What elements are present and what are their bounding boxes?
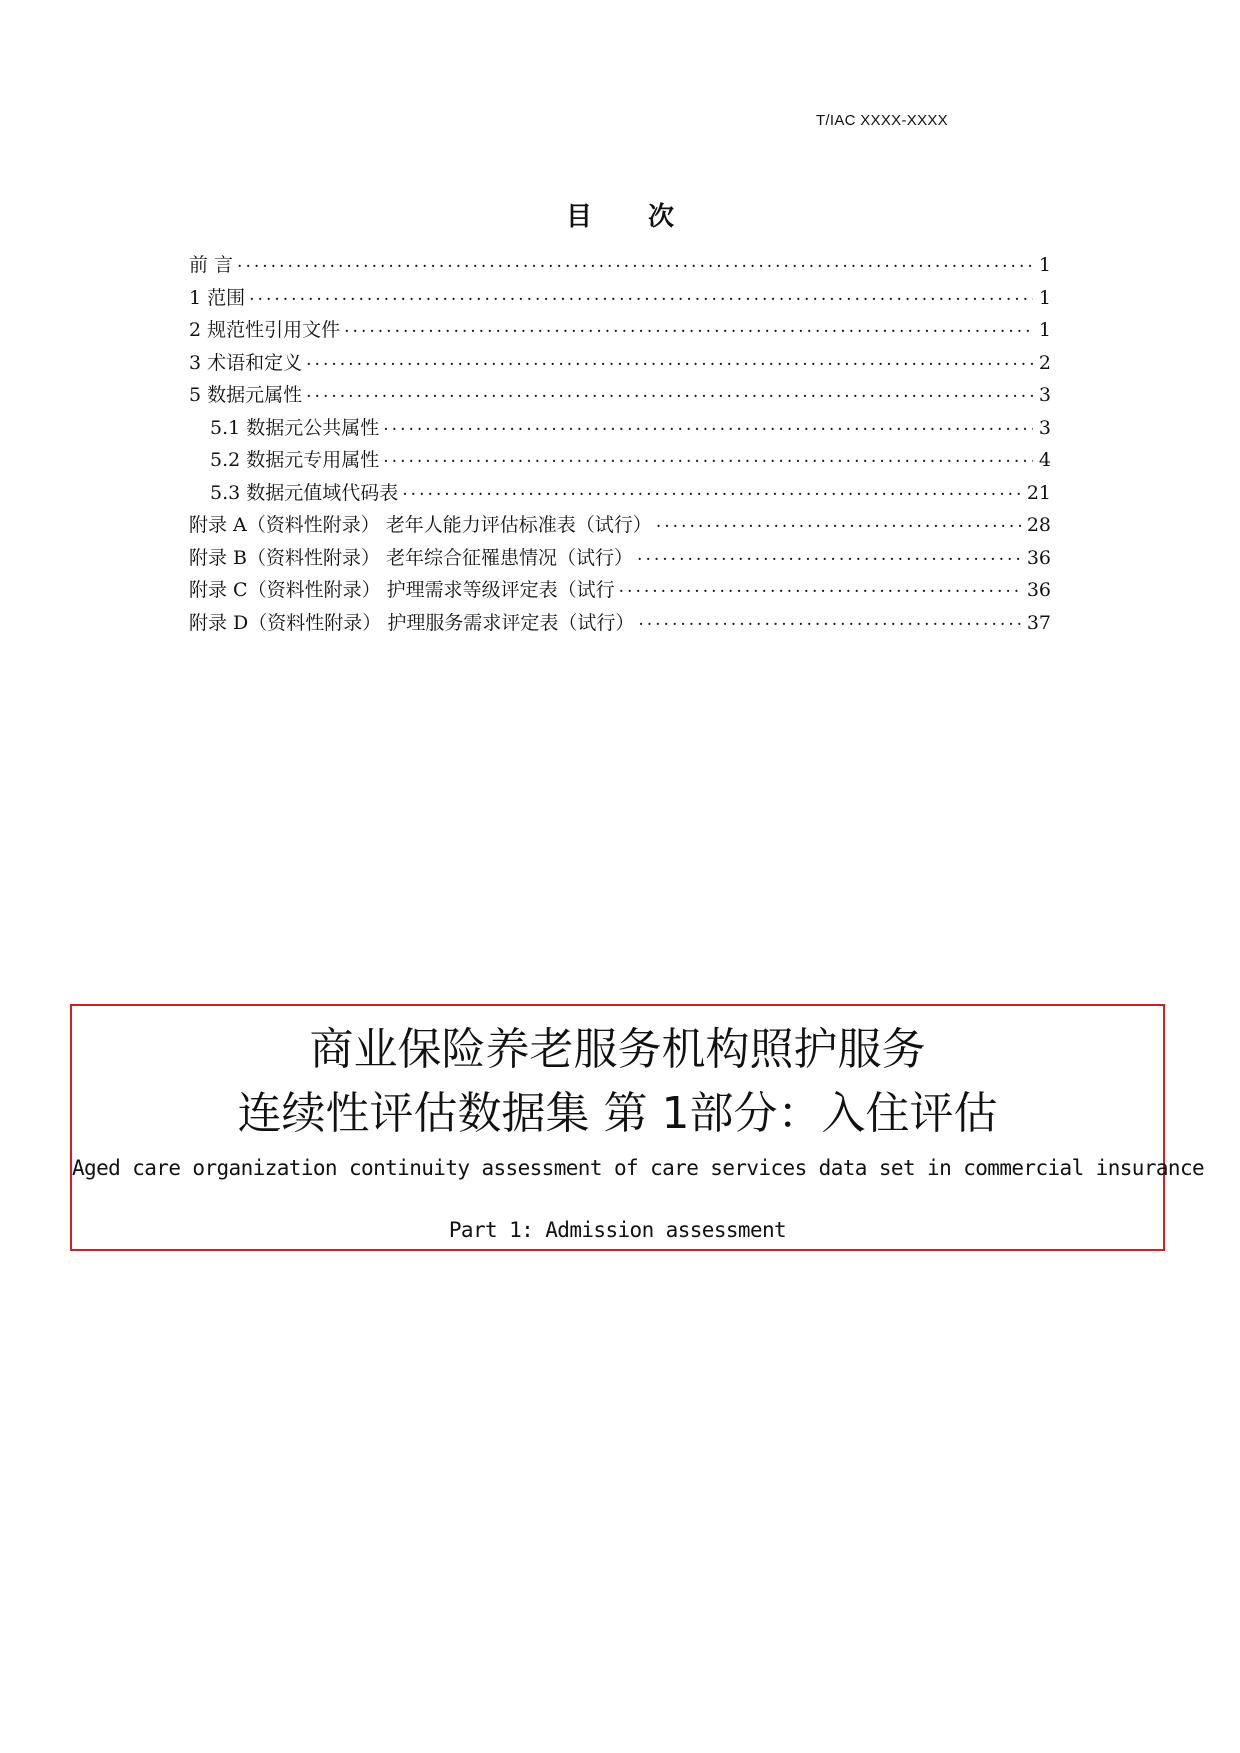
toc-dot-leader	[619, 577, 1021, 596]
toc-heading-part2: 次	[648, 202, 675, 232]
toc-entry-page: 21	[1026, 481, 1051, 504]
toc-entry-page: 2	[1038, 351, 1051, 374]
toc-entry[interactable]	[189, 250, 1051, 283]
toc-entry-label: 附录 C（资料性附录） 护理需求等级评定表（试行	[189, 579, 615, 601]
toc-dot-leader	[638, 610, 1020, 629]
toc-entry-label: 3 术语和定义	[189, 351, 303, 374]
toc-dot-leader	[383, 415, 1033, 434]
toc-entry[interactable]	[189, 283, 1051, 316]
cover-title-box	[70, 1004, 1205, 1251]
toc-heading	[0, 196, 1240, 233]
toc-entry-page: 36	[1026, 579, 1051, 601]
toc-entry-page: 28	[1026, 514, 1051, 536]
cover-title-chinese-line1: 商业保险养老服务机构照护服务	[309, 1024, 926, 1075]
toc-entry[interactable]	[189, 575, 1051, 608]
toc-subentry[interactable]	[189, 445, 1051, 478]
cover-title-english-line2: Part 1: Admission assessment	[448, 1218, 787, 1242]
toc-entry-label: 5.3 数据元值域代码表	[210, 481, 399, 504]
toc-entry[interactable]	[189, 608, 1051, 641]
toc-entry-label: 2 规范性引用文件	[189, 319, 341, 341]
toc-entry[interactable]	[189, 348, 1051, 381]
cover-title-chinese-line2: 连续性评估数据集 第 1部分：入住评估	[237, 1088, 998, 1139]
toc-subentry[interactable]	[189, 413, 1051, 446]
toc-heading-part1: 目	[565, 202, 592, 232]
toc-subentry[interactable]	[189, 478, 1051, 511]
toc-dot-leader	[249, 285, 1033, 304]
toc-entry-label: 1 范围	[189, 286, 246, 309]
toc-entry-page: 4	[1038, 449, 1051, 471]
toc-dot-leader	[383, 447, 1033, 466]
document-code: T/IAC XXXX-XXXX	[815, 112, 948, 129]
toc-entry-label: 前 言	[189, 254, 234, 276]
toc-dot-leader	[402, 480, 1021, 499]
toc-entry-label: 5.1 数据元公共属性	[210, 416, 380, 439]
toc-entry-label: 5 数据元属性	[189, 384, 303, 406]
toc-entry-label: 附录 D（资料性附录） 护理服务需求评定表（试行）	[189, 611, 635, 634]
toc-entry-label: 5.2 数据元专用属性	[210, 449, 380, 471]
toc-entry[interactable]	[189, 380, 1051, 413]
toc-dot-leader	[306, 350, 1033, 369]
toc-dot-leader	[237, 252, 1033, 271]
table-of-contents	[189, 250, 1051, 640]
toc-entry[interactable]	[189, 543, 1051, 576]
toc-entry-page: 1	[1038, 254, 1051, 276]
toc-entry-page: 36	[1026, 546, 1051, 569]
toc-entry[interactable]	[189, 315, 1051, 348]
cover-title-english-line1: Aged care organization continuity assessment of care services data set in commercial insurance	[72, 1156, 1205, 1180]
toc-dot-leader	[637, 545, 1021, 564]
toc-dot-leader	[656, 512, 1021, 531]
toc-entry-label: 附录 A（资料性附录） 老年人能力评估标准表（试行）	[189, 514, 652, 536]
toc-entry-page: 3	[1038, 416, 1051, 439]
toc-entry-page: 1	[1038, 286, 1051, 309]
toc-entry-page: 37	[1026, 611, 1051, 634]
toc-entry[interactable]	[189, 510, 1051, 543]
toc-entry-label: 附录 B（资料性附录） 老年综合征罹患情况（试行）	[189, 546, 634, 569]
toc-entry-page: 3	[1038, 384, 1051, 406]
toc-dot-leader	[306, 382, 1033, 401]
toc-dot-leader	[344, 317, 1033, 336]
toc-entry-page: 1	[1038, 319, 1051, 341]
